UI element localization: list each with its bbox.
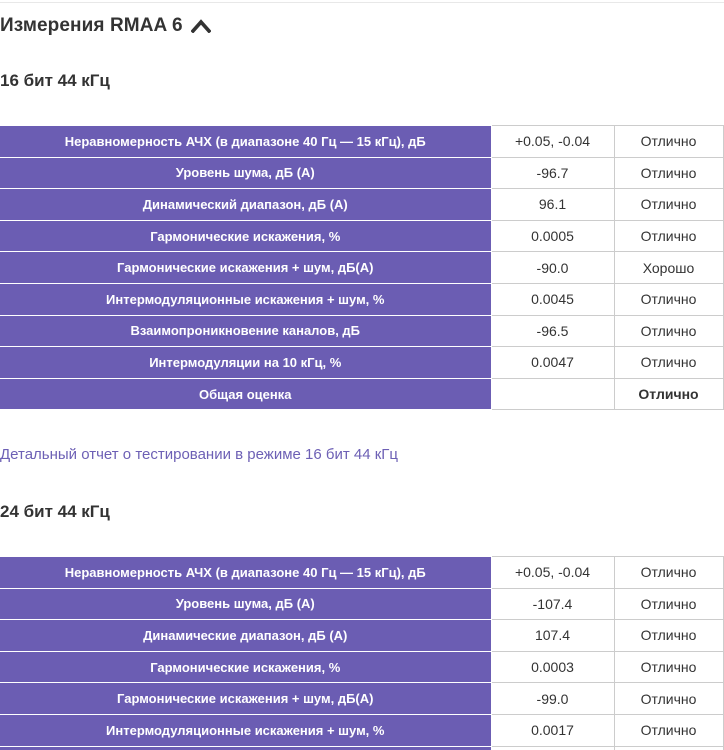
metric-label: Неравномерность АЧХ (в диапазоне 40 Гц — 15 кГц), дБ: [0, 557, 491, 589]
overall-grade: Отлично: [614, 378, 723, 410]
metric-label: Интермодуляции на 10 кГц, %: [0, 347, 491, 379]
metric-grade: Отлично: [614, 315, 723, 347]
metric-grade: Хорошо: [614, 252, 723, 284]
table-row: [0, 651, 723, 683]
metric-label: Взаимопроникновение каналов, дБ: [0, 315, 491, 347]
rmaa-table-24bit: [0, 556, 724, 750]
metric-grade: Отлично: [614, 126, 723, 158]
table-row: [0, 189, 723, 221]
metric-value: -96.5: [491, 315, 614, 347]
metric-grade: Отлично: [614, 651, 723, 683]
overall-row: [0, 378, 723, 410]
metric-value: 0.0045: [491, 283, 614, 315]
metric-grade: Отлично: [614, 189, 723, 221]
metric-value: -90.0: [491, 252, 614, 284]
metric-label: Уровень шума, дБ (A): [0, 588, 491, 620]
table-row: [0, 283, 723, 315]
table-row: [0, 252, 723, 284]
metric-grade: Отлично: [614, 157, 723, 189]
metric-grade: Отлично: [614, 588, 723, 620]
metric-label: Динамические диапазон, дБ (A): [0, 620, 491, 652]
metric-label: Интермодуляционные искажения + шум, %: [0, 714, 491, 746]
metric-value: 0.0003: [491, 651, 614, 683]
rmaa-section-header[interactable]: [0, 13, 211, 39]
metric-value: -99.0: [491, 683, 614, 715]
block2-heading: 24 бит 44 кГц: [0, 502, 110, 521]
table-row: [0, 347, 723, 379]
metric-grade: Отлично: [614, 557, 723, 589]
table-row: [0, 157, 723, 189]
table-row-partial: [0, 746, 723, 750]
metric-grade: Отлично: [614, 347, 723, 379]
detail-report-link[interactable]: Детальный отчет о тестировании в режиме 16 бит 44 кГц: [0, 446, 399, 463]
metric-label: Гармонические искажения + шум, дБ(A): [0, 252, 491, 284]
metric-value: +0.05, -0.04: [491, 557, 614, 589]
metric-value: 0.0017: [491, 714, 614, 746]
metric-value: 107.4: [491, 620, 614, 652]
rmaa-table-16bit: [0, 125, 724, 410]
table-row: [0, 315, 723, 347]
metric-label: Уровень шума, дБ (A): [0, 157, 491, 189]
metric-value: 96.1: [491, 189, 614, 221]
table-row: [0, 126, 723, 158]
metric-label: Гармонические искажения + шум, дБ(A): [0, 683, 491, 715]
metric-value: [491, 746, 614, 750]
metric-label: Гармонические искажения, %: [0, 651, 491, 683]
metric-value: +0.05, -0.04: [491, 126, 614, 158]
metric-grade: Отлично: [614, 683, 723, 715]
metric-label: Интермодуляционные искажения + шум, %: [0, 283, 491, 315]
metric-label: Динамический диапазон, дБ (A): [0, 189, 491, 221]
table-row: [0, 220, 723, 252]
overall-value: [491, 378, 614, 410]
table-row: [0, 620, 723, 652]
metric-value: -107.4: [491, 588, 614, 620]
metric-grade: Отлично: [614, 620, 723, 652]
metric-label: Неравномерность АЧХ (в диапазоне 40 Гц — 15 кГц), дБ: [0, 126, 491, 158]
table-row: [0, 588, 723, 620]
block1-heading: 16 бит 44 кГц: [0, 71, 110, 90]
table-row: [0, 557, 723, 589]
table-row: [0, 714, 723, 746]
overall-label: Общая оценка: [0, 378, 491, 410]
metric-grade: Отлично: [614, 220, 723, 252]
top-divider: [0, 2, 724, 3]
metric-value: -96.7: [491, 157, 614, 189]
chevron-up-icon[interactable]: [191, 19, 211, 33]
table-row: [0, 683, 723, 715]
metric-value: 0.0047: [491, 347, 614, 379]
metric-grade: [614, 746, 723, 750]
metric-value: 0.0005: [491, 220, 614, 252]
metric-label: Гармонические искажения, %: [0, 220, 491, 252]
metric-grade: Отлично: [614, 714, 723, 746]
metric-label: [0, 746, 491, 750]
metric-grade: Отлично: [614, 283, 723, 315]
section-title: Измерения RMAA 6: [0, 15, 183, 36]
